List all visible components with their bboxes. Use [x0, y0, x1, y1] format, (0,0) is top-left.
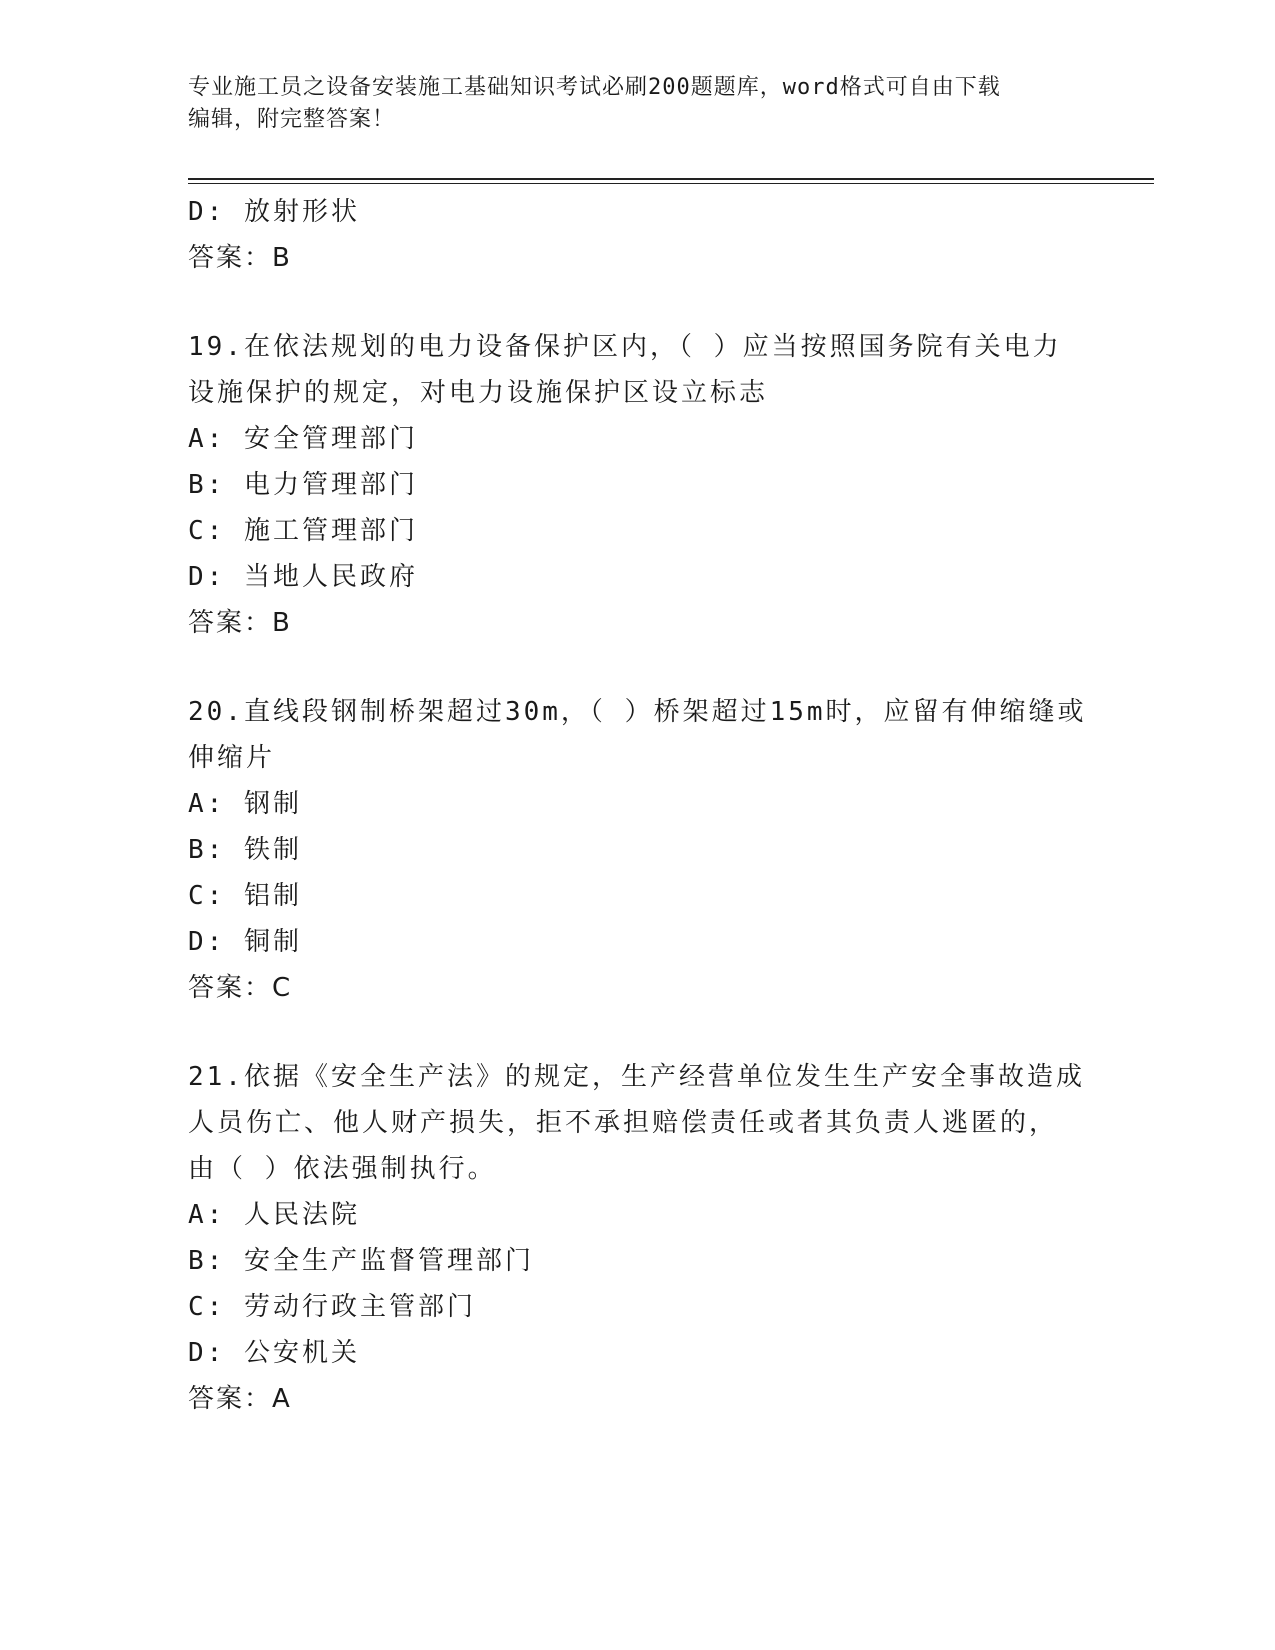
question-stem-line-2: 设施保护的规定，对电力设施保护区设立标志 — [188, 378, 769, 408]
option-c: C: 铝制 — [188, 881, 302, 911]
option-a: A: 人民法院 — [188, 1200, 360, 1230]
question-19 — [188, 324, 1088, 646]
question-stem-line-2: 人员伤亡、他人财产损失，拒不承担赔偿责任或者其负责人逃匿的， — [188, 1108, 1059, 1138]
header-title-line-1: 专业施工员之设备安装施工基础知识考试必刷200题题库，word格式可自由下载 — [188, 75, 1001, 100]
option-c: C: 施工管理部门 — [188, 516, 418, 546]
option-d: D: 放射形状 — [188, 197, 360, 227]
option-a: A: 钢制 — [188, 789, 302, 819]
question-stem-line-2: 伸缩片 — [188, 743, 276, 773]
question-stem-line-3: 由（ ）依法强制执行。 — [188, 1154, 497, 1184]
question-20 — [188, 689, 1088, 1011]
option-d: D: 铜制 — [188, 927, 302, 957]
answer-line: 答案：C — [188, 973, 293, 1003]
option-b: B: 电力管理部门 — [188, 470, 418, 500]
question-stem-line-1: 20.直线段钢制桥架超过30m，（ ）桥架超过15m时，应留有伸缩缝或 — [188, 697, 1087, 727]
previous-question-tail — [188, 189, 1088, 281]
header-title-line-2: 编辑，附完整答案！ — [188, 107, 396, 132]
answer-line: 答案：A — [188, 1384, 292, 1414]
option-a: A: 安全管理部门 — [188, 424, 418, 454]
option-d: D: 当地人民政府 — [188, 562, 418, 592]
option-b: B: 安全生产监督管理部门 — [188, 1246, 534, 1276]
header-divider-thick — [188, 178, 1154, 180]
option-d: D: 公安机关 — [188, 1338, 360, 1368]
option-c: C: 劳动行政主管部门 — [188, 1292, 476, 1322]
question-list — [188, 189, 1088, 1422]
question-stem-line-1: 19.在依法规划的电力设备保护区内，（ ）应当按照国务院有关电力 — [188, 332, 1062, 362]
document-header — [188, 72, 1088, 136]
answer-line: 答案：B — [188, 243, 292, 273]
answer-line: 答案：B — [188, 608, 292, 638]
header-divider-thin — [188, 183, 1154, 184]
question-21 — [188, 1054, 1088, 1422]
option-b: B: 铁制 — [188, 835, 302, 865]
question-stem-line-1: 21.依据《安全生产法》的规定，生产经营单位发生生产安全事故造成 — [188, 1062, 1085, 1092]
